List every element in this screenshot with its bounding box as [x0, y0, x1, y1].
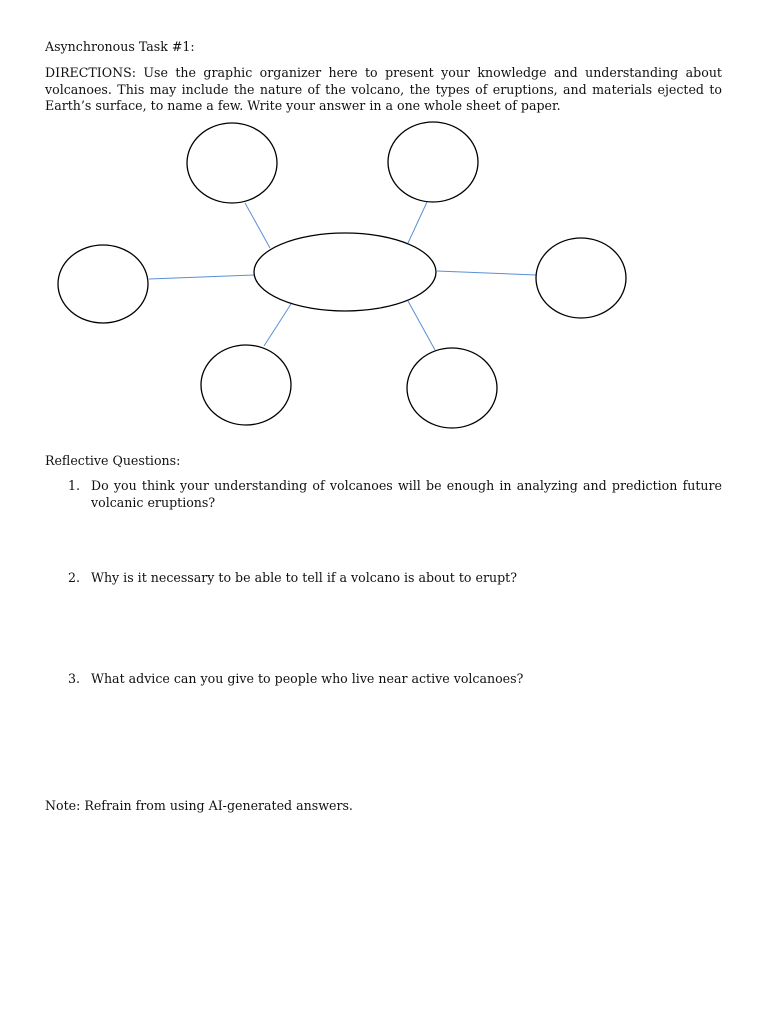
question-text: What advice can you give to people who live near active volcanoes? [91, 671, 524, 686]
connector-left [149, 275, 254, 279]
connector-bottom-right [408, 301, 435, 350]
connector-top-left [245, 203, 270, 248]
note-text: Note: Refrain from using AI-generated answers. [45, 798, 353, 813]
question-number: 2. [68, 570, 81, 585]
connector-top-right [408, 202, 427, 243]
bubble-bottom-left [201, 345, 291, 425]
task-title: Asynchronous Task #1: [45, 39, 195, 54]
bubble-top-right [388, 122, 478, 202]
question-text: Do you think your understanding of volcanoes will be enough in analyzing and prediction future volcanic eruptions? [91, 478, 722, 510]
connector-right [437, 271, 536, 275]
question-number: 3. [68, 671, 81, 686]
bubble-left [58, 245, 148, 323]
center-ellipse [254, 233, 436, 311]
question-text: Why is it necessary to be able to tell if a volcano is about to erupt? [91, 570, 517, 585]
directions-paragraph: DIRECTIONS: Use the graphic organizer here to present your knowledge and understanding about volcanoes. This may include the nature of the volcano, the types of eruptions, and materials ejected to Earth’s surface, to name a few. Write your answer in a one whole sheet of paper. [45, 65, 722, 114]
question-number: 1. [68, 478, 81, 493]
graphic-organizer [0, 0, 768, 440]
connector-bottom-left [264, 304, 291, 346]
bubble-bottom-right [407, 348, 497, 428]
reflective-questions-heading: Reflective Questions: [45, 453, 181, 468]
bubble-right [536, 238, 626, 318]
bubble-top-left [187, 123, 277, 203]
